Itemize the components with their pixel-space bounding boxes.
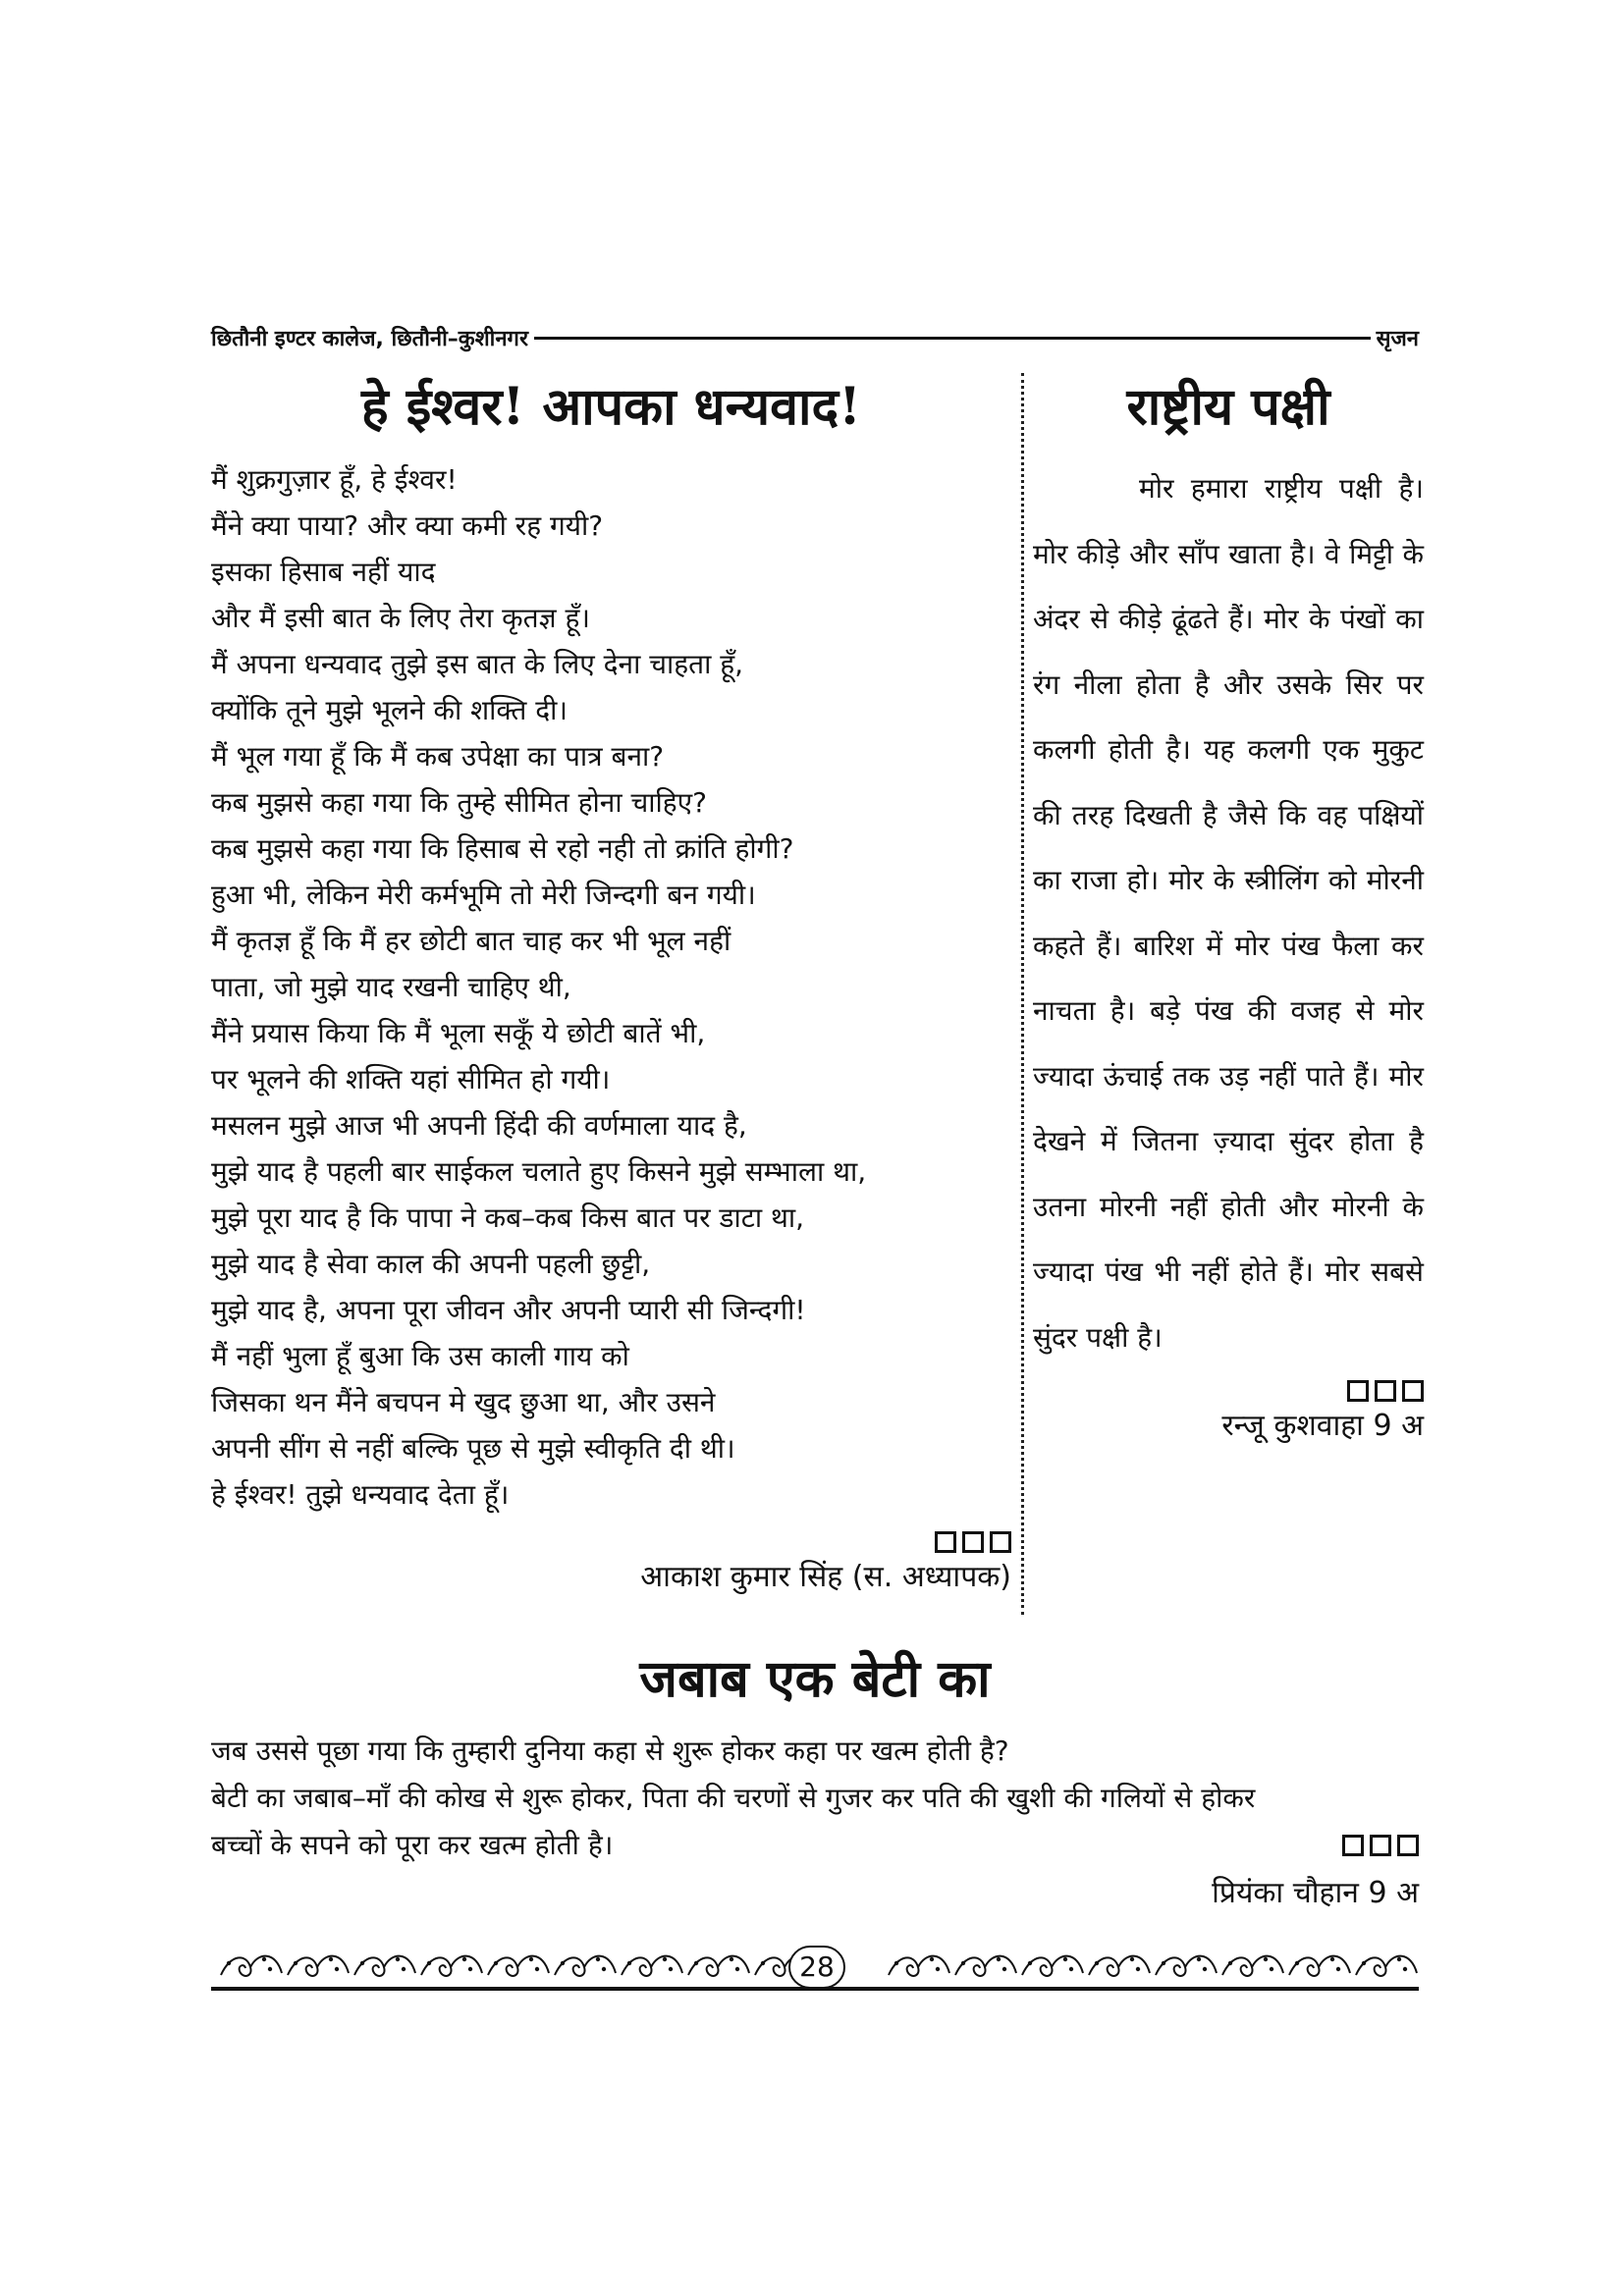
swirl-ornament-icon [622,1956,682,1976]
poem-line: और मैं इसी बात के लिए तेरा कृतज्ञ हूँ। [211,602,590,634]
story-end-mark [1342,1835,1419,1856]
poem-line: इसका हिसाब नहीं याद [211,556,436,588]
poem-line: कब मुझसे कहा गया कि तुम्हे सीमित होना चाहिए? [211,786,708,819]
poem-line: मैं कृतज्ञ हूँ कि मैं हर छोटी बात चाह कर भी भूल नहीं [211,925,731,957]
story-section [211,1637,1419,1961]
poem-line: मुझे याद है, अपना पूरा जीवन और अपनी प्यारी सी जिन्दगी! [211,1294,806,1326]
poem-line: जिसका थन मैंने बचपन मे खुद छुआ था, और उसने [211,1386,716,1418]
swirl-ornament-icon [1356,1956,1417,1976]
header-magazine-name: सृजन [1376,327,1419,351]
swirl-ornament-icon [889,1956,949,1976]
poem-section [211,368,1011,1615]
page-footer [211,1946,1419,1989]
article-end-mark [1033,1380,1424,1402]
poem-line: मुझे याद है पहली बार साईकल चलाते हुए किसने मुझे सम्भाला था, [211,1155,867,1188]
running-header [211,320,1419,355]
swirl-ornament-icon [354,1956,415,1976]
article-text: मोर हमारा राष्ट्रीय पक्षी है। मोर कीड़े और साँप खाता है। वे मिट्टी के अंदर से कीड़े ढूंढते हैं। मोर के पंखों का रंग नीला होता है और उसके सिर पर कलगी होती है। यह कलगी एक मुकुट की तरह दिखती है जैसे कि वह पक्षियों का राजा हो। मोर के स्त्रीलिंग को मोरनी कहते हैं। बारिश में मोर पंख फैला कर नाचता है। बड़े पंख की वजह से मोर ज्यादा ऊंचाई तक उड़ नहीं पाते हैं। मोर देखने में जितना ज़्यादा सुंदर होता है उतना मोरनी नहीं होती और मोरनी के ज्यादा पंख भी नहीं होते हैं। मोर सबसे सुंदर पक्षी है। [1033,472,1424,1354]
swirl-ornament-icon [1222,1956,1283,1976]
swirl-ornament-icon [688,1956,749,1976]
footer-rule [211,1987,1419,1991]
story-title: जबाब एक बेटी का [639,1649,991,1709]
swirl-ornament-icon [221,1956,282,1976]
header-school-name: छितौनी इण्टर कालेज, छितौनी–कुशीनगर [211,327,528,351]
poem-line: मैंने क्या पाया? और क्या कमी रह गयी? [211,509,604,542]
story-last-row [211,1822,1419,1869]
poem-line: पर भूलने की शक्ति यहां सीमित हो गयी। [211,1063,611,1095]
swirl-ornament-icon [555,1956,616,1976]
swirl-ornament-icon [1022,1956,1083,1976]
swirl-ornament-icon [288,1956,349,1976]
poem-line: मसलन मुझे आज भी अपनी हिंदी की वर्णमाला याद है, [211,1109,747,1142]
article-author: रन्जू कुशवाहा 9 अ [1221,1409,1424,1443]
column-divider [1021,373,1024,1615]
poem-line: मैंने प्रयास किया कि मैं भूला सकूँ ये छोटी बातें भी, [211,1017,706,1049]
article-title: राष्ट्रीय पक्षी [1126,377,1330,437]
swirl-ornament-icon [1289,1956,1350,1976]
poem-title: हे ईश्वर! आपका धन्यवाद! [361,377,861,437]
story-line: बेटी का जबाब–माँ की कोख से शुरू होकर, पिता की चरणों से गुजर कर पति की खुशी की गलियों से होकर [211,1782,1256,1814]
header-rule [534,337,1371,340]
swirl-ornament-icon [1156,1956,1217,1976]
page-number: 28 [788,1946,845,1989]
poem-line: हुआ भी, लेकिन मेरी कर्मभूमि तो मेरी जिन्दगी बन गयी। [211,879,756,911]
poem-author: आकाश कुमार सिंह (स. अध्यापक) [640,1560,1011,1594]
swirl-ornament-icon [955,1956,1016,1976]
poem-line: क्योंकि तूने मुझे भूलने की शक्ति दी। [211,694,568,726]
poem-line: मुझे याद है सेवा काल की अपनी पहली छुट्टी, [211,1248,651,1280]
end-square-icon [1397,1835,1419,1856]
poem-end-mark [211,1531,1011,1553]
story-text [211,1728,1419,1869]
end-square-icon [935,1531,956,1553]
poem-line: कब मुझसे कहा गया कि हिसाब से रहो नही तो क्रांति होगी? [211,832,794,865]
end-square-icon [1342,1835,1364,1856]
article-section [1033,368,1424,1615]
story-line: जब उससे पूछा गया कि तुम्हारी दुनिया कहा से शुरू होकर कहा पर खत्म होती है? [211,1735,1009,1767]
swirl-ornament-icon [1089,1956,1150,1976]
end-square-icon [962,1531,984,1553]
end-square-icon [1370,1835,1391,1856]
poem-line: मैं नहीं भुला हूँ बुआ कि उस काली गाय को [211,1340,629,1372]
story-line: बच्चों के सपने को पूरा कर खत्म होती है। [211,1829,614,1861]
poem-line: मुझे पूरा याद है कि पापा ने कब–कब किस बात पर डाटा था, [211,1201,805,1234]
poem-line: अपनी सींग से नहीं बल्कि पूछ से मुझे स्वीकृति दी थी। [211,1432,735,1465]
poem-line: हे ईश्वर! तुझे धन्यवाद देता हूँ। [211,1478,510,1511]
swirl-ornament-icon [421,1956,482,1976]
poem-line: मैं शुक्रगुज़ार हूँ, हे ईश्वर! [211,463,458,496]
end-square-icon [1402,1380,1424,1402]
swirl-ornament-icon [488,1956,549,1976]
poem-line: पाता, जो मुझे याद रखनी चाहिए थी, [211,971,571,1003]
end-square-icon [1347,1380,1369,1402]
poem-line: मैं भूल गया हूँ कि मैं कब उपेक्षा का पात्र बना? [211,740,665,773]
end-square-icon [1375,1380,1396,1402]
end-square-icon [990,1531,1011,1553]
story-author: प्रियंका चौहान 9 अ [1212,1876,1419,1910]
poem-lines [211,456,1011,1518]
poem-line: मैं अपना धन्यवाद तुझे इस बात के लिए देना चाहता हूँ, [211,648,744,680]
